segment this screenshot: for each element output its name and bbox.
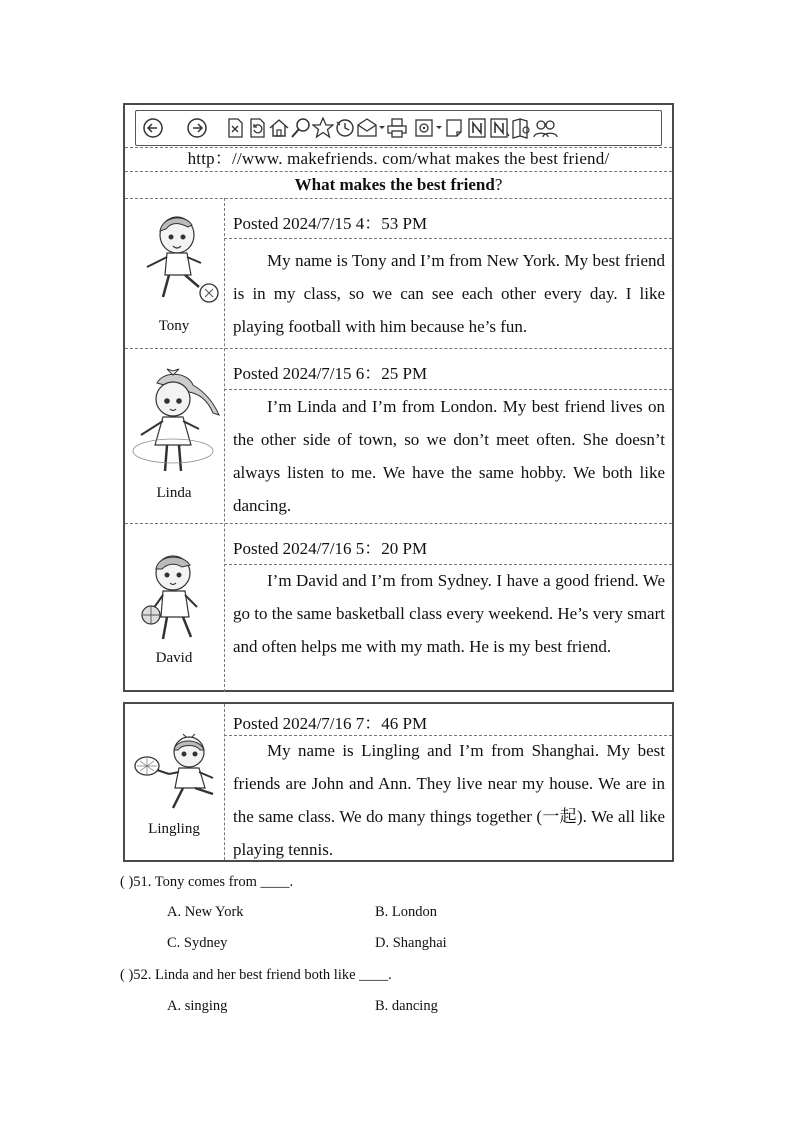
edit-icon[interactable]: [444, 117, 466, 139]
notes-icon[interactable]: [466, 117, 488, 139]
back-icon[interactable]: [142, 117, 164, 139]
divider: [224, 238, 672, 239]
post-body: I’m David and I’m from Sydney. I have a good friend. We go to the same basketball class every weekend. He’s very smart and often helps me with my math. He is my best friend.: [233, 571, 665, 656]
option-52-a: A. singing: [167, 998, 228, 1014]
research-icon[interactable]: [510, 117, 532, 139]
post-body: My name is Tony and I’m from New York. My best friend is in my class, so we can see each other every day. I like playing football with him because he’s fun.: [233, 251, 665, 336]
post-timestamp: Posted 2024/7/15 4：53 PM: [233, 214, 428, 233]
option-51-a: A. New York: [167, 904, 244, 920]
media-icon[interactable]: [414, 117, 444, 139]
browser-toolbar: [135, 110, 662, 146]
post-timestamp: Posted 2024/7/16 5：20 PM: [233, 539, 428, 558]
question-52: ( )52. Linda and her best friend both like ____.: [120, 967, 392, 983]
page-title-mark: ?: [494, 175, 503, 194]
forward-icon[interactable]: [186, 117, 208, 139]
column-divider: [224, 704, 225, 860]
forum-window: [123, 103, 674, 692]
print-icon[interactable]: [386, 117, 408, 139]
column-divider: [224, 198, 225, 692]
post-body: My name is Lingling and I’m from Shanghai. My best friends are John and Ann. They live near my house. We are in the same class. We do many things together (一起). We all like playing tennis.: [233, 741, 665, 859]
post-author-name: Linda: [156, 485, 192, 501]
option-51-c: C. Sydney: [167, 935, 228, 951]
divider: [125, 523, 672, 524]
search-icon[interactable]: [290, 117, 312, 139]
post-author-name: Lingling: [148, 821, 200, 837]
question-51: ( )51. Tony comes from ____.: [120, 874, 294, 890]
mail-icon[interactable]: [356, 117, 386, 139]
home-icon[interactable]: [268, 117, 290, 139]
post-body: I’m Linda and I’m from London. My best friend lives on the other side of town, so we don’t meet often. She doesn’t always listen to me. We have the same hobby. We both like dancing.: [233, 397, 665, 515]
tony-picture: [127, 205, 223, 317]
david-picture: [127, 545, 223, 645]
messenger-icon[interactable]: [488, 117, 510, 139]
lingling-picture: [127, 730, 223, 824]
post-timestamp: Posted 2024/7/15 6：25 PM: [233, 364, 428, 383]
refresh-icon[interactable]: [246, 117, 268, 139]
post-timestamp: Posted 2024/7/16 7：46 PM: [233, 714, 428, 733]
stop-icon[interactable]: [224, 117, 246, 139]
forum-window-continued: [123, 702, 674, 862]
divider: [125, 348, 672, 349]
linda-picture: [127, 365, 223, 483]
address-bar-url[interactable]: http：//www. makefriends. com/what makes the best friend/: [187, 149, 610, 168]
page-title-text: What makes the best friend: [294, 175, 495, 194]
post-author-name: Tony: [158, 318, 190, 334]
post-author-name: David: [155, 650, 193, 666]
option-52-b: B. dancing: [375, 998, 438, 1014]
page-title: [125, 172, 672, 198]
option-51-b: B. London: [375, 904, 438, 920]
history-icon[interactable]: [334, 117, 356, 139]
divider: [125, 198, 672, 199]
favorites-icon[interactable]: [312, 117, 334, 139]
people-icon[interactable]: [532, 117, 560, 139]
option-51-d: D. Shanghai: [375, 935, 447, 951]
